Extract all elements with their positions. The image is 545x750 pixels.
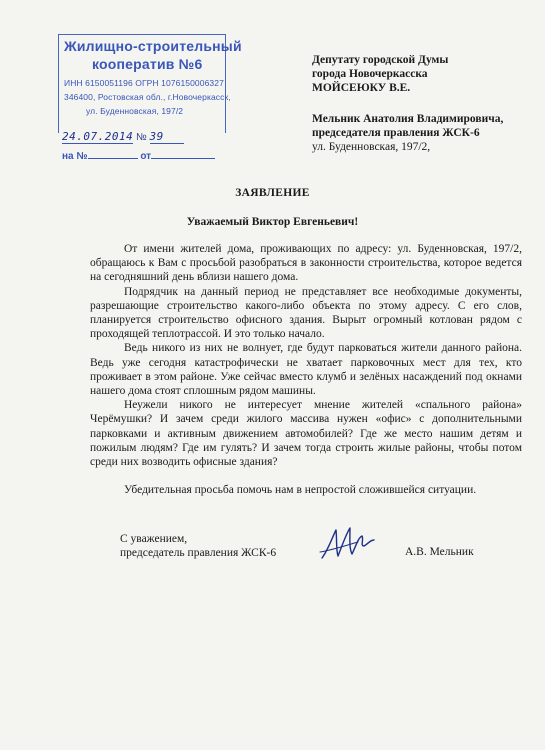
stamp-address-2: ул. Буденновская, 197/2: [86, 106, 184, 116]
paragraph-2: Подрядчик на данный период не представляет все необходимые документы, разрешающие строительство какого-либо объекта по этому адресу. С его слов, планируется строительство офисного здания. Вырыт огромный котлован рядом с проходящей теплотрассой. И это только начало.: [90, 285, 522, 341]
stamp-address-1: 346400, Ростовская обл., г.Новочеркасск,: [64, 92, 231, 102]
paragraph-5: Убедительная просьба помочь нам в непростой сложившейся ситуации.: [124, 484, 477, 497]
addressee-line-1: Депутату городской Думы: [312, 54, 449, 66]
handwritten-signature: [318, 520, 378, 564]
letter-body: [90, 242, 522, 497]
addressee-line-3: МОЙСЕЮКУ В.Е.: [312, 82, 411, 94]
stamp-ref-from-label: от: [140, 151, 152, 162]
addressee-block: [312, 53, 448, 95]
closing-line-2: председатель правления ЖСК-6: [120, 547, 277, 560]
stamp-reg-number: 39: [150, 130, 184, 144]
sender-line-1: Мельник Анатолия Владимировича,: [312, 113, 504, 125]
stamp-reference: [62, 150, 215, 162]
sender-line-2: председателя правления ЖСК-6: [312, 127, 480, 139]
stamp-number-sign: №: [136, 132, 147, 143]
closing-block: [120, 532, 276, 560]
document-heading: ЗАЯВЛЕНИЕ: [235, 187, 310, 199]
stamp-title-1: Жилищно-строительный: [64, 38, 242, 54]
organization-stamp: [58, 30, 242, 165]
stamp-ref-from-line: [151, 150, 215, 159]
stamp-title-2: кооператив №6: [92, 56, 203, 72]
signer-name: А.В. Мельник: [405, 546, 474, 558]
paragraph-1: От имени жителей дома, проживающих по адресу: ул. Буденновская, 197/2, обращаюсь к Вам с просьбой разобраться в законности строительства, которое ведется на сегодняшний день вблизи нашего дома.: [90, 243, 522, 284]
paragraph-3: Ведь никого из них не волнует, где будут парковаться жители данного района. Ведь уже сегодня катастрофически не хватает парковочных мест для тех, кто проживает в этом районе. Уже сейчас вместо клумб и зелёных насаждений под окнами нашего дома стоят сплошным рядом машины.: [90, 342, 522, 398]
greeting: Уважаемый Виктор Евгеньевич!: [186, 216, 359, 228]
stamp-ref-no-line: [88, 150, 138, 159]
sender-line-3: ул. Буденновская, 197/2,: [312, 141, 431, 153]
closing-line-1: С уважением,: [120, 533, 188, 545]
stamp-reg-date: 24.07.2014: [62, 130, 134, 143]
addressee-line-2: города Новочеркасска: [312, 68, 428, 80]
sender-block: [312, 112, 503, 154]
stamp-registration: [62, 130, 184, 144]
stamp-inn-ogrn: ИНН 6150051196 ОГРН 1076150006327: [64, 78, 224, 88]
stamp-ref-no-label: на №: [62, 151, 88, 162]
paragraph-4: Неужели никого не интересует мнение жителей «спального района» Черёмушки? И зачем среди жилого массива нужен «офис» с дополнительными парковками и активным движением автомобилей? Где же место нашим детям и пожилым людям? Где им гулять? И зачем тогда строить жилые районы, чтобы потом среди них возводить офисные здания?: [90, 399, 522, 469]
